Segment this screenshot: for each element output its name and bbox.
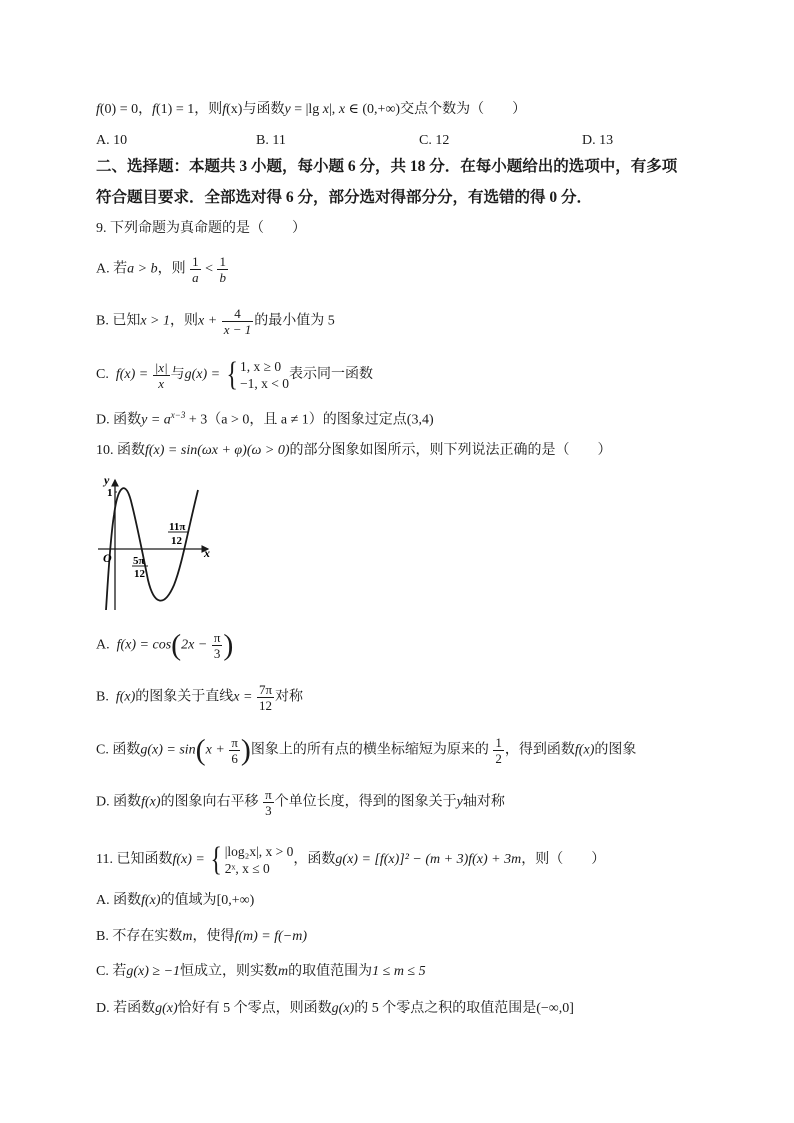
q10-option-a: A. f(x) = cos(2x − $\frac{\pi}{3}$ ) <box>96 628 234 662</box>
q10-option-b: B. f(x)的图象关于直线x = $\frac{7\pi}{12}$ 对称 <box>96 682 304 713</box>
q9-option-c: C. f(x) = $\frac{|x|}{x}$ 与g(x) = { 1, x ≥ 0 −1, x < 0 表示同一函数 <box>96 356 373 393</box>
q9-option-d: D. 函数$y = a^{x-3} + 3(a > 0$，且 a ≠ 1）的图象过定点(3,4) <box>96 410 434 428</box>
q11-option-d: D. 若函数g(x)恰好有 5 个零点，则函数g(x)的 5 个零点之积的取值范围是(−∞,0] <box>96 1001 574 1016</box>
tick-11pi-num: 11π <box>169 521 186 533</box>
q10-option-d: D. 函数f(x)的图象向右平移 $\frac{\pi}{3}$ 个单位长度，得到的图象关于y轴对称 <box>96 787 505 818</box>
sine-graph <box>90 470 220 615</box>
tick-5pi-num: 5π <box>133 555 145 567</box>
q10-option-c: C. 函数g(x) = sin(x + $\frac{\pi}{6}$ )图象上的所有点的横坐标缩短为原来的 $\frac{1}{2}$ ，得到函数f(x)的图象 <box>96 733 637 767</box>
y-axis-label: y <box>104 473 110 487</box>
tick-5pi-den: 12 <box>134 568 145 580</box>
q9-option-b: B. 已知x > 1，则x + $\frac{4}{x - 1}$ 的最小值为 5 <box>96 306 335 337</box>
q8-option-b: B. 11 <box>256 133 286 148</box>
q9-stem: 9. 下列命题为真命题的是（ ） <box>96 221 306 236</box>
q11-option-a: A. 函数f(x)的值域为[0,+∞) <box>96 893 255 908</box>
origin-label: O <box>103 551 112 565</box>
q8-option-d: D. 13 <box>582 133 614 148</box>
q8-option-c: C. 12 <box>419 133 450 148</box>
y-tick-1: 1 <box>107 487 113 499</box>
q8-stem: f(0) = 0，f(1) = 1，则f(x)与函数y = |lg x|, x ∈ (0,+∞)交点个数为（ ） <box>96 102 527 117</box>
q8-option-a: A. 10 <box>96 133 128 148</box>
q11-option-c: C. 若g(x) ≥ −1恒成立，则实数m的取值范围为1 ≤ m ≤ 5 <box>96 964 426 979</box>
x-axis-label: x <box>204 546 210 560</box>
tick-11pi-den: 12 <box>171 535 182 547</box>
section-heading-line2: 符合题目要求．全部选对得 6 分，部分选对得部分分，有选错的得 0 分． <box>96 189 593 206</box>
section-heading-line1: 二、选择题：本题共 3 小题，每小题 6 分，共 18 分．在每小题给出的选项中，有多项 <box>96 158 678 175</box>
q11-stem: 11. 已知函数f(x) = { |log₂x|, x > 0 2ˣ, x ≤ 0 ，函数g(x) = [f(x)]² − (m + 3)f(x) + 3m，则（ ） <box>96 841 606 878</box>
q10-stem: 10. 函数f(x) = sin(ωx + φ)(ω > 0)的部分图象如图所示，则下列说法正确的是（ ） <box>96 443 612 458</box>
q9-option-a: A. 若a > b，则 $\frac{1}{a}$ < $\frac{1}{b}$ <box>96 254 226 285</box>
q11-option-b: B. 不存在实数m，使得f(m) = f(−m) <box>96 929 308 944</box>
